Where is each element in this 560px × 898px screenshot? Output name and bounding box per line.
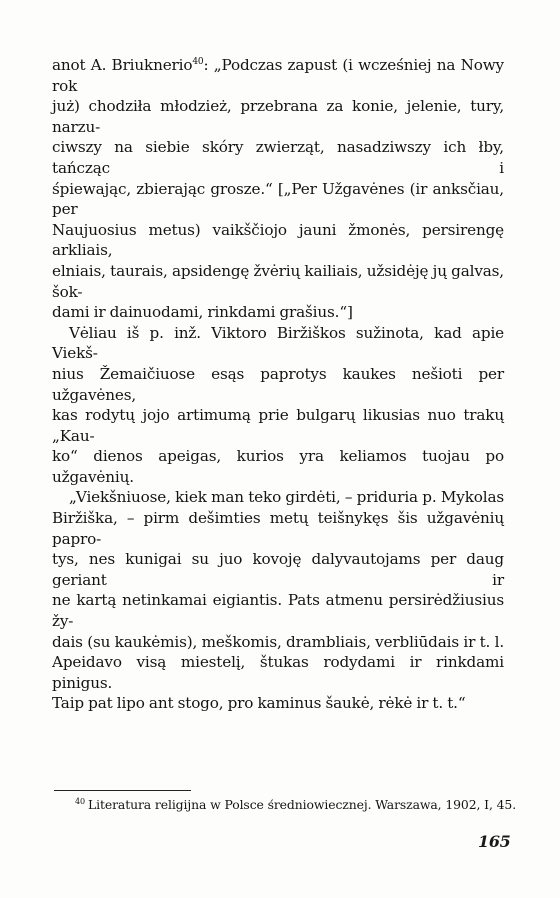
footnote-divider xyxy=(54,790,191,791)
text-line: dami ir dainuodami, rinkdami grašius.“] xyxy=(52,303,353,322)
footnote xyxy=(75,797,517,813)
text-line: Vėliau iš p. inž. Viktoro Biržiškos sužinota, kad apie Viekš- xyxy=(52,323,504,363)
paragraph-3 xyxy=(52,487,504,714)
main-text xyxy=(52,55,504,714)
text-line: ko“ dienos apeigas, kurios yra keliamos tuojau po užgavėnių. xyxy=(52,447,504,486)
page-number: 165 xyxy=(478,832,511,851)
paragraph-1 xyxy=(52,55,504,323)
text-line: ciwszy na siebie skóry zwierząt, nasadziwszy ich łby, tańcząc i xyxy=(52,138,504,177)
text-line: dais (su kaukėmis), meškomis, drambliais, verbliūdais ir t. l. xyxy=(52,632,504,651)
text-line: nius Žemaičiuose esąs paprotys kaukes nešioti per užgavėnes, xyxy=(52,364,504,404)
text-line: śpiewając, zbierając grosze.“ [„Per Užgavėnes (ir anksčiau, per xyxy=(52,179,504,219)
text-line: elniais, taurais, apsidengę žvėrių kailiais, užsidėję jų galvas, šok- xyxy=(52,261,504,301)
paragraph-2 xyxy=(52,323,504,488)
text-line: Taip pat lipo ant stogo, pro kaminus šaukė, rėkė ir t. t.“ xyxy=(52,694,466,713)
footnote-reference: 40 xyxy=(192,57,204,67)
text-line: kas rodytų jojo artimumą prie bulgarų likusias nuo trakų „Kau- xyxy=(52,406,504,445)
text-line: Naujuosius metus) vaikščiojo jauni žmonės, persirengę arkliais, xyxy=(52,220,504,260)
footnote-text: Literatura religijna w Polsce średniowiecznej. Warszawa, 1902, I, 45. xyxy=(87,797,517,812)
text-line: anot A. Briuknerio$^{40}$: „Podczas zapust (i wcześniej na Nowy rok xyxy=(52,56,504,95)
text-line: Biržiška, – pirm dešimties metų teišnykęs šis užgavėnių papro- xyxy=(52,509,504,548)
text-line: „Viekšniuose, kiek man teko girdėti, – priduria p. Mykolas xyxy=(69,488,504,507)
text-line: już) chodziła młodzież, przebrana za konie, jelenie, tury, narzu- xyxy=(52,97,504,136)
footnote-marker: 40 xyxy=(75,797,85,806)
text-line: Apeidavo visą miestelį, štukas rodydami ir rinkdami pinigus. xyxy=(52,653,504,692)
text-line: ne kartą netinkamai eigiantis. Pats atmenu persirėdžiusius žy- xyxy=(52,591,504,631)
text-line: tys, nes kunigai su juo kovoję dalyvautojams per daug geriant ir xyxy=(52,550,504,589)
